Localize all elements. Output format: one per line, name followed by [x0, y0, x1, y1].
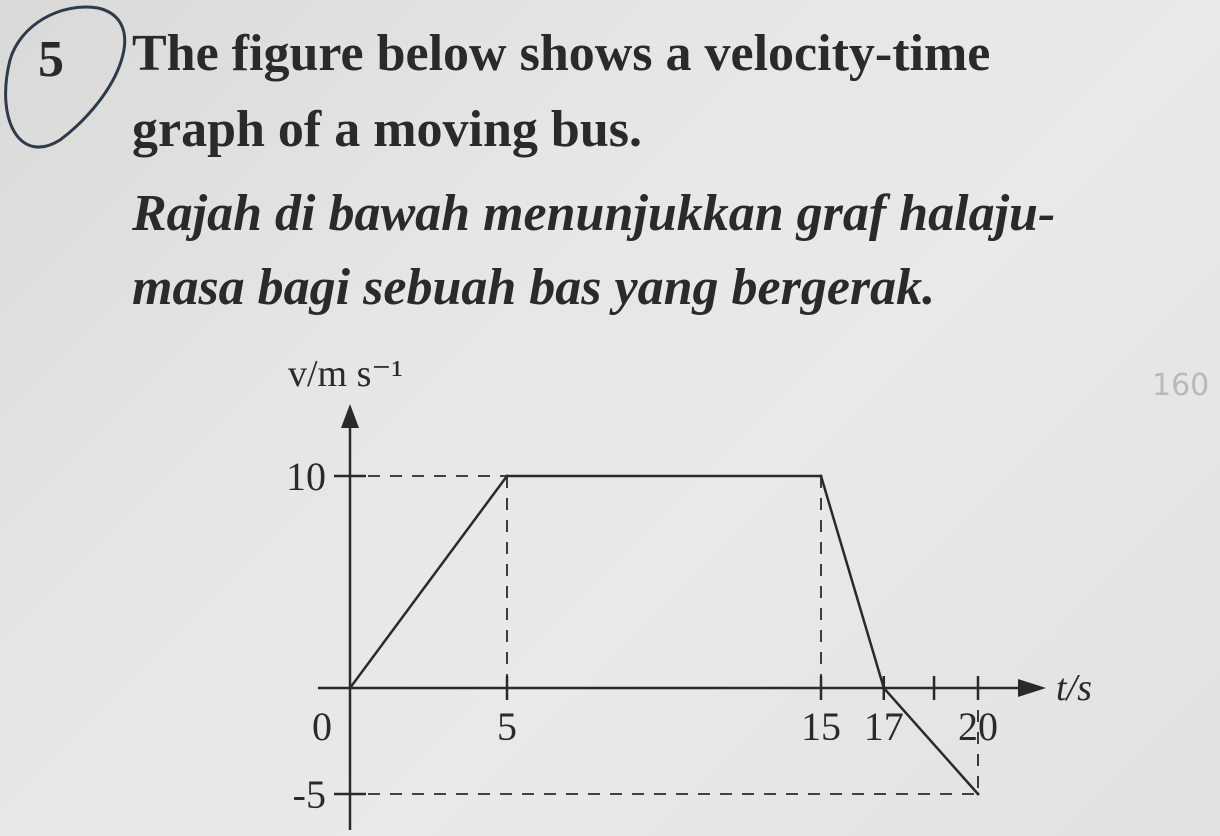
x-axis-label: t/s — [1056, 667, 1092, 709]
data-point-2 — [820, 475, 823, 478]
pencil-note: 160 — [1152, 368, 1210, 403]
y-tick-label-0: 10 — [286, 454, 326, 499]
x-tick-label-3: 17 — [863, 704, 904, 749]
x-tick-label-2: 15 — [801, 704, 841, 749]
chart-labels — [286, 353, 1092, 817]
data-point-4 — [977, 793, 980, 796]
x-tick-label-1: 5 — [497, 704, 517, 749]
x-tick-label-4: 20 — [958, 704, 998, 749]
x-tick-label-0: 0 — [312, 704, 332, 749]
question-text-malay-line1: Rajah di bawah menunjukkan graf halaju- — [132, 185, 1056, 242]
question-text-malay-line2: masa bagi sebuah bas yang bergerak. — [132, 259, 936, 316]
data-point-1 — [506, 475, 509, 478]
data-point-0 — [349, 687, 352, 690]
question-text-english-line1: The figure below shows a velocity-time — [132, 25, 991, 82]
y-axis-label: v/m s⁻¹ — [288, 353, 403, 395]
chart-axes — [318, 404, 1046, 830]
question-number: 5 — [38, 31, 64, 88]
question-text-english-line2: graph of a moving bus. — [132, 101, 642, 158]
pencil-circle — [6, 7, 125, 147]
y-axis-arrow — [341, 404, 359, 428]
data-point-3 — [882, 687, 885, 690]
x-axis-arrow — [1018, 679, 1046, 697]
y-tick-label-1: -5 — [292, 772, 326, 817]
